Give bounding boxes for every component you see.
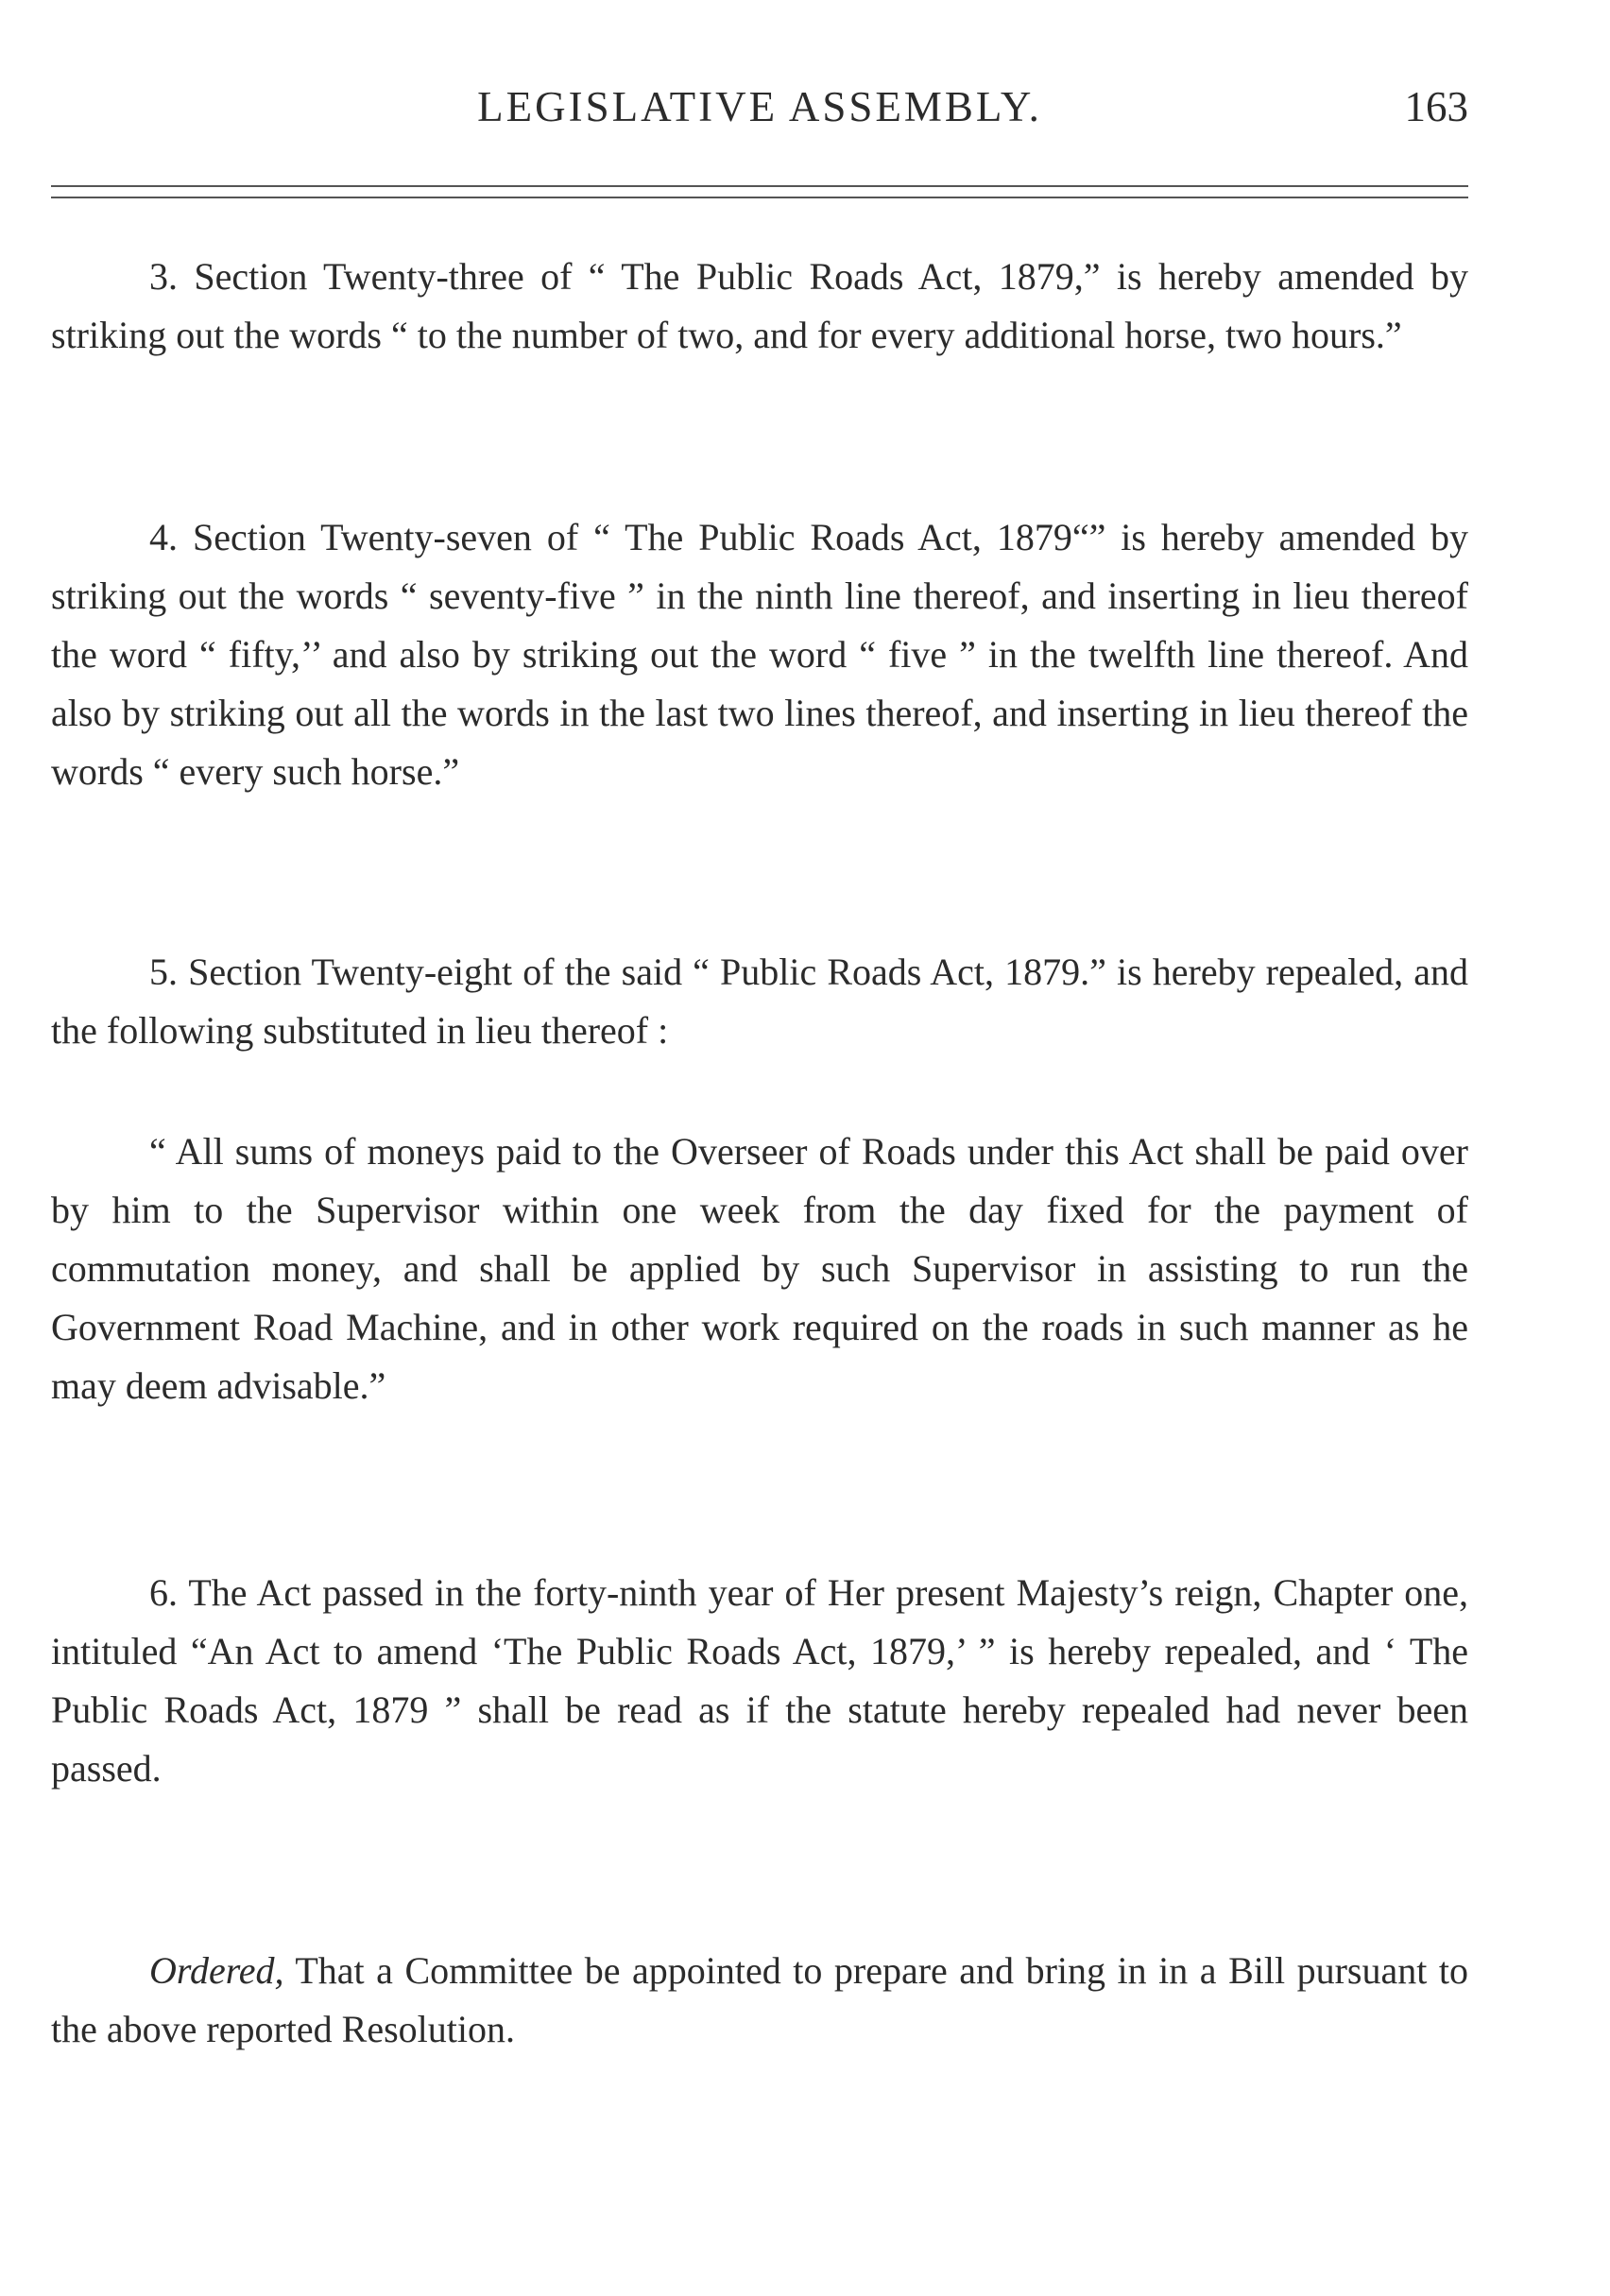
section-5-quoted-text [51, 1122, 1468, 1415]
section-5-quote-text: “ All sums of moneys paid to the Overseer of Roads under this Act shall be paid over by him to the Supervisor within one week from the day fixed for the payment of commutation money, and shall be applied by such Supervisor in assisting to run the Government Road Machine, and in other work required on the roads in such manner as he may deem advisable.” [51, 1130, 1468, 1407]
running-head [51, 74, 1468, 140]
section-4-text: 4. Section Twenty-seven of “ The Public Roads Act, 1879“” is hereby amended by striking out the words “ seventy-five ” in the ninth line thereof, and inserting in lieu thereof the word “ fifty,’’ and also by striking out the word “ five ” in the twelfth line thereof. And also by striking out all the words in the last two lines thereof, and inserting in lieu thereof the words “ every such horse.” [51, 516, 1468, 793]
section-3-text: 3. Section Twenty-three of “ The Public Roads Act, 1879,” is hereby amended by striking out the words “ to the number of two, and for every additional horse, two hours.” [51, 255, 1468, 356]
ordered-lead: Ordered, [149, 1949, 284, 1992]
header-rule-top [51, 185, 1468, 187]
ordered-paragraph [51, 1942, 1468, 2059]
section-5-text: 5. Section Twenty-eight of the said “ Public Roads Act, 1879.” is hereby repealed, and the following substituted in lieu thereof : [51, 951, 1468, 1052]
section-4-paragraph [51, 508, 1468, 801]
section-3-paragraph [51, 248, 1468, 365]
section-6-text: 6. The Act passed in the forty-ninth year of Her present Majesty’s reign, Chapter one, intituled “An Act to amend ‘The Public Roads Act, 1879,’ ” is hereby repealed, and ‘ The Public Roads Act, 1879 ” shall be read as if the statute hereby repealed had never been passed. [51, 1571, 1468, 1790]
section-6-paragraph [51, 1564, 1468, 1798]
page-number: 163 [1404, 83, 1468, 130]
ordered-text: That a Committee be appointed to prepare and bring in in a Bill pursuant to the above reported Resolution. [51, 1949, 1468, 2050]
page-title: LEGISLATIVE ASSEMBLY. [477, 83, 1042, 130]
section-5-paragraph [51, 943, 1468, 1060]
header-rule-bottom [51, 197, 1468, 198]
